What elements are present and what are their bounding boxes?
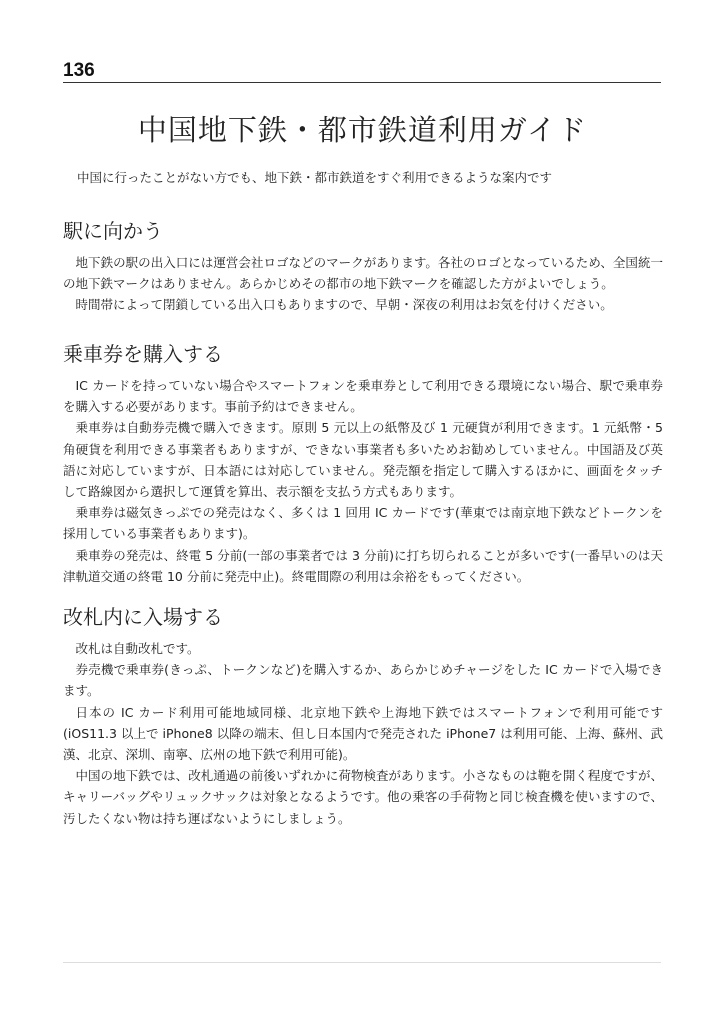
page-title: 中国地下鉄・都市鉄道利用ガイド bbox=[137, 113, 588, 147]
paragraph: 時間帯によって閉鎖している出入口もありますので、早朝・深夜の利用はお気を付けください。 bbox=[75, 297, 613, 313]
header-rule bbox=[63, 82, 661, 83]
paragraph: 券売機で乗車券(きっぷ、トークンなど)を購入するか、あらかじめチャージをした IC カードで入場できます。 bbox=[63, 662, 663, 699]
page-number: 136 bbox=[63, 60, 95, 81]
section-go-to-station bbox=[63, 215, 663, 316]
section-enter-gate bbox=[63, 601, 663, 829]
section-heading: 駅に向かう bbox=[63, 219, 163, 243]
paragraph: 改札は自動改札です。 bbox=[75, 641, 200, 656]
paragraph: 乗車券の発売は、終電 5 分前(一部の事業者では 3 分前)に打ち切られることが多いです(一番早いのは天津軌道交通の終電 10 分前に発売中止)。終電間際の利用は余裕をもってください。 bbox=[63, 547, 663, 584]
section-heading: 改札内に入場する bbox=[63, 605, 223, 629]
paragraph: 中国の地下鉄では、改札通過の前後いずれかに荷物検査があります。小さなものは鞄を開く程度ですが、キャリーバッグやリュックサックは対象となるようです。他の乗客の手荷物と同じ検査機を使いますので、汚したくない物は持ち運ばないようにしましょう。 bbox=[63, 768, 663, 826]
paragraph: 地下鉄の駅の出入口には運営会社ロゴなどのマークがあります。各社のロゴとなっているため、全国統一の地下鉄マークはありません。あらかじめその都市の地下鉄マークを確認した方がよいでしょう。 bbox=[63, 255, 663, 292]
section-heading: 乗車券を購入する bbox=[63, 342, 223, 366]
paragraph: IC カードを持っていない場合やスマートフォンを乗車券として利用できる環境にない場合、駅で乗車券を購入する必要があります。事前予約はできません。 bbox=[63, 378, 663, 415]
page-subtitle: 中国に行ったことがない方でも、地下鉄・都市鉄道をすぐ利用できるような案内です bbox=[77, 170, 553, 185]
footer-rule bbox=[63, 962, 661, 963]
paragraph: 乗車券は磁気きっぷでの発売はなく、多くは 1 回用 IC カードです(華東では南京地下鉄などトークンを採用している事業者もあります)。 bbox=[63, 505, 663, 542]
paragraph: 日本の IC カード利用可能地域同様、北京地下鉄や上海地下鉄ではスマートフォンで利用可能です(iOS11.3 以上で iPhone8 以降の端末、但し日本国内で発売された iPhone7 は利用可能、上海、蘇州、武漢、北京、深圳、南寧、広州の地下鉄で利用可能)。 bbox=[63, 704, 663, 763]
section-buy-ticket bbox=[63, 338, 663, 587]
paragraph: 乗車券は自動券売機で購入できます。原則 5 元以上の紙幣及び 1 元硬貨が利用できます。1 元紙幣・5 角硬貨を利用できる事業者もありますが、できない事業者も多いためお勧めしていません。中国語及び英語に対応していますが、日本語には対応していません。発売額を指定して購入するほかに、画面をタッチして路線図から選択して運賃を算出、表示額を支払う方式もあります。 bbox=[63, 420, 663, 500]
